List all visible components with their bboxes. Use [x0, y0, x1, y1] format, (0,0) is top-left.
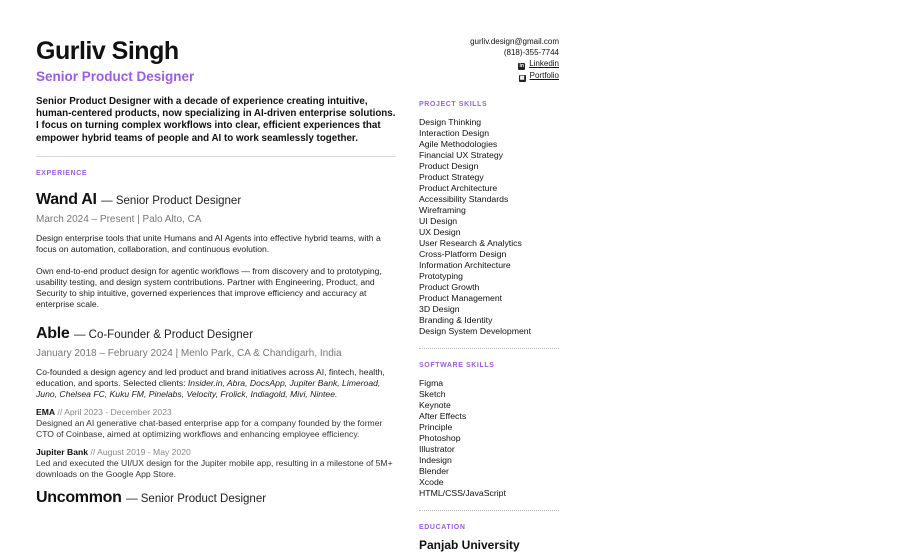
project-skills-heading: PROJECT SKILLS — [419, 101, 488, 108]
job-role: — Senior Product Designer — [126, 492, 267, 505]
skill-item: UI Design — [419, 216, 458, 226]
project-entry — [36, 407, 396, 440]
skill-item: Interaction Design — [419, 128, 490, 138]
job-description: Own end-to-end product design for agentic workflows — from discovery and to prototyping, usability testing, and design system contributions. Partner with Engineering, Product, and Security to ship intuitive, governed experiences that improve efficiency and accuracy at enterprise scale. — [36, 265, 382, 309]
candidate-name: Gurliv Singh — [36, 37, 179, 65]
skill-item: Design System Development — [419, 326, 532, 336]
project-date: // August 2019 - May 2020 — [90, 446, 191, 457]
contact-block — [419, 36, 559, 82]
skill-item: Design Thinking — [419, 117, 482, 127]
software-item: Figma — [419, 378, 444, 388]
software-item: Blender — [419, 466, 449, 476]
resume-main-column — [36, 36, 396, 509]
skill-item: 3D Design — [419, 304, 460, 314]
software-item: Indesign — [419, 455, 452, 465]
candidate-title: Senior Product Designer — [36, 69, 195, 84]
job-header — [36, 324, 396, 345]
project-name: Jupiter Bank — [36, 446, 89, 457]
linkedin-icon: in — [519, 63, 524, 69]
software-item: Sketch — [419, 389, 446, 399]
company-name: Uncommon — [36, 488, 122, 506]
skill-item: Financial UX Strategy — [419, 150, 504, 160]
job-entry — [36, 488, 396, 509]
job-entry — [36, 324, 396, 480]
linkedin-link[interactable] — [419, 58, 559, 70]
resume-side-column — [419, 36, 559, 553]
section-divider — [419, 348, 559, 349]
linkedin-label[interactable]: Linkedin — [529, 59, 559, 68]
skill-item: Accessibility Standards — [419, 194, 509, 204]
job-description: Design enterprise tools that unite Humans and AI Agents into effective hybrid teams, with a focus on automation, collaboration, and continuous evolution. — [36, 232, 381, 254]
project-date: // April 2023 - December 2023 — [57, 406, 172, 417]
company-name: Able — [36, 324, 70, 342]
project-header — [36, 447, 396, 458]
company-name: Wand AI — [36, 190, 97, 208]
skill-item: Product Management — [419, 293, 503, 303]
phone-text: (818)-355-7744 — [503, 48, 559, 57]
software-skills-list — [419, 378, 559, 499]
skill-item: Product Design — [419, 161, 479, 171]
project-name: EMA — [36, 406, 56, 417]
education-heading: EDUCATION — [419, 524, 466, 531]
software-item: After Effects — [419, 411, 467, 421]
email-text: gurliv.design@gmail.com — [470, 37, 559, 46]
skill-item: Product Architecture — [419, 183, 498, 193]
software-item: Keynote — [419, 400, 451, 410]
job-meta: January 2018 – February 2024 | Menlo Park, CA & Chandigarh, India — [36, 347, 342, 359]
software-item: Photoshop — [419, 433, 461, 443]
section-divider — [36, 156, 396, 157]
skill-item: User Research & Analytics — [419, 238, 522, 248]
project-header — [36, 407, 396, 418]
project-skills-list — [419, 117, 559, 337]
school-name: Panjab University — [419, 538, 520, 552]
software-item: Xcode — [419, 477, 444, 487]
software-item: Principle — [419, 422, 453, 432]
summary-text: Senior Product Designer with a decade of experience creating intuitive, human-centered products, now specializing in AI-driven enterprise solutions. I focus on turning complex workflows into clear, efficient experiences that empower hybrid teams of people and AI to work seamlessly together. — [36, 96, 396, 144]
project-entry — [36, 447, 396, 480]
job-header — [36, 190, 396, 211]
portfolio-link[interactable] — [419, 70, 559, 82]
portfolio-label[interactable]: Portfolio — [529, 71, 559, 80]
skill-item: Cross-Platform Design — [419, 249, 507, 259]
job-role: — Co-Founder & Product Designer — [73, 328, 253, 341]
job-entry — [36, 190, 396, 310]
job-header — [36, 488, 396, 509]
project-description: Led and executed the UI/UX design for the Jupiter mobile app, resulting in a milestone of 5M+ downloads on the Google App Store. — [36, 457, 393, 479]
job-meta: March 2024 – Present | Palo Alto, CA — [36, 213, 202, 225]
skill-item: UX Design — [419, 227, 461, 237]
experience-heading: EXPERIENCE — [36, 169, 88, 177]
skill-item: Branding & Identity — [419, 315, 493, 325]
section-divider — [419, 510, 559, 511]
skill-item: Prototyping — [419, 271, 463, 281]
portfolio-icon: ▦ — [519, 75, 525, 81]
software-item: Illustrator — [419, 444, 455, 454]
job-description — [36, 367, 396, 400]
client-list: Insider.in, Abra, DocsApp, Jupiter Bank, Limeroad, Juno, Chelsea FC, Kuku FM, Pinelabs, Velocity, Frolick, Indiagold, Mivi, Nintee. — [36, 377, 381, 399]
software-skills-heading: SOFTWARE SKILLS — [419, 362, 495, 369]
skill-item: Information Architecture — [419, 260, 511, 270]
skill-item: Agile Methodologies — [419, 139, 498, 149]
skill-item: Product Growth — [419, 282, 480, 292]
software-item: HTML/CSS/JavaScript — [419, 488, 506, 498]
job-role: — Senior Product Designer — [101, 194, 242, 207]
skill-item: Product Strategy — [419, 172, 484, 182]
job-description-text: Co-founded a design agency and led product and brand initiatives across AI, fintech, health, education, and sports. Selected clients: — [36, 366, 385, 388]
skill-item: Wireframing — [419, 205, 466, 215]
project-description: Designed an AI generative chat-based enterprise app for a company founded by the former CTO of Coinbase, aimed at optimizing workflows and enhancing employee efficiency. — [36, 417, 383, 439]
